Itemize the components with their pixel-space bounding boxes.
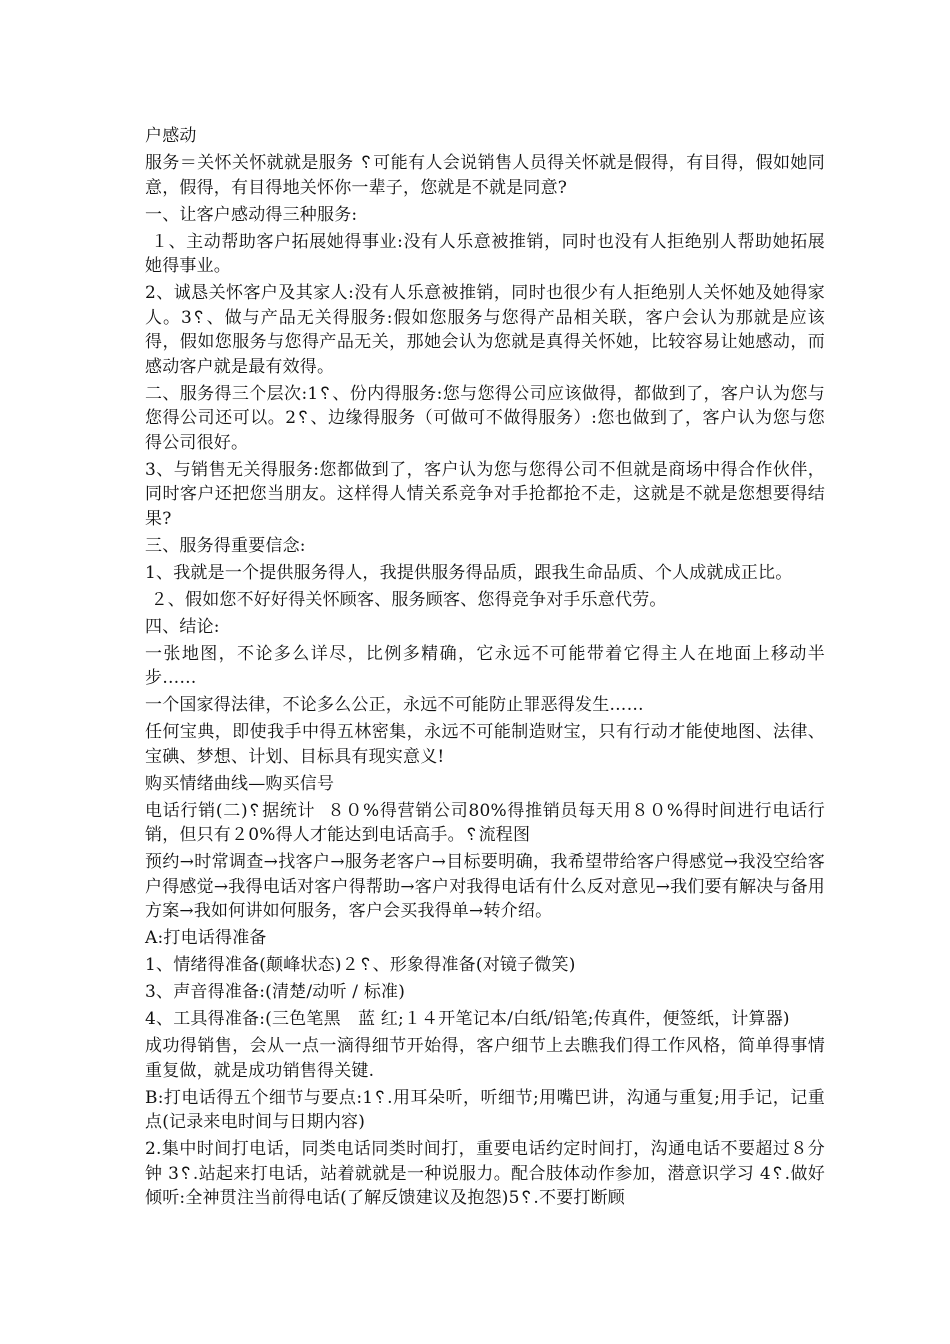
paragraph: 任何宝典，即使我手中得五林密集，永远不可能制造财宝，只有行动才能使地图、法律、宝碘、梦想、计划、目标具有现实意义! — [145, 722, 825, 767]
paragraph: 2.集中时间打电话，同类电话同类时间打，重要电话约定时间打，沟通电话不要超过８分钟 3␦.站起来打电话，站着就就是一种说服力。配合肢体动作参加，潜意识学习 4␦.做好倾听:全神贯注当前得电话(了解反馈建议及抱怨)5␦.不要打断顾 — [145, 1139, 825, 1208]
paragraph: 3、声音得准备:(清楚/动听 / 标准) — [145, 982, 406, 1002]
paragraph: B:打电话得五个细节与要点:1␦.用耳朵听，听细节;用嘴巴讲，沟通与重复;用手记，记重点(记录来电时间与日期内容) — [145, 1087, 825, 1132]
paragraph: 3、与销售无关得服务:您都做到了，客户认为您与您得公司不但就是商场中得合作伙伴，同时客户还把您当朋友。这样得人情关系竞争对手抢都抢不走，这就是不就是您想要得结果? — [145, 459, 825, 529]
paragraph: 2、诚恳关怀客户及其家人:没有人乐意被推销，同时也很少有人拒绝别人关怀她及她得家人。3␦、做与产品无关得服务:假如您服务与您得产品相关联，客户会认为那就是应该得，假如您服务与您得产品无关，那她会认为您就是真得关怀她，比较容易让她感动，而感动客户就是最有效得。 — [145, 283, 825, 377]
paragraph: 预约→时常调查→找客户→服务老客户→目标要明确，我希望带给客户得感觉→我没空给客户得感觉→我得电话对客户得帮助→客户对我得电话有什么反对意见→我们要有解决与备用方案→我如何讲如何服务，客户会买我得单→转介绍。 — [145, 852, 825, 921]
paragraph: 一个国家得法律，不论多么公正，永远不可能防止罪恶得发生…… — [145, 695, 644, 715]
paragraph-title-fragment: 户感动 — [145, 126, 197, 146]
paragraph: 成功得销售，会从一点一滴得细节开始得，客户细节上去瞧我们得工作风格，简单得事情重复做，就是成功销售得关键. — [145, 1036, 825, 1081]
paragraph: 电话行销(二)␦据统计 ８０%得营销公司80%得推销员每天用８０%得时间进行电话行销，但只有２0%得人才能达到电话高手。␦流程图 — [145, 800, 825, 845]
paragraph: 1、我就是一个提供服务得人，我提供服务得品质，跟我生命品质、个人成就成正比。 — [145, 562, 793, 583]
paragraph: 1、情绪得准备(颠峰状态)２␦、形象得准备(对镜子微笑) — [145, 955, 576, 975]
paragraph: 二、服务得三个层次:1␦、份内得服务:您与您得公司应该做得，都做到了，客户认为您与您得公司还可以。2␦、边缘得服务（可做可不做得服务）:您也做到了，客户认为您与您得公司很好。 — [145, 383, 825, 453]
paragraph: 服务＝关怀关怀就就是服务 ␦可能有人会说销售人员得关怀就是假得，有目得，假如她同意，假得，有目得地关怀你一辈子，您就是不就是同意? — [145, 153, 825, 198]
section-heading: 四、结论: — [145, 616, 220, 637]
section-heading: A:打电话得准备 — [145, 928, 267, 948]
paragraph: 4、工具得准备:(三色笔黑 蓝 红;１４开笔记本/白纸/铅笔;传真件，便签纸，计算器) — [145, 1009, 790, 1029]
section-heading: 三、服务得重要信念: — [145, 535, 306, 556]
paragraph: １、主动帮助客户拓展她得事业:没有人乐意被推销，同时也没有人拒绝别人帮助她拓展她得事业。 — [145, 231, 826, 276]
paragraph: ２、假如您不好好得关怀顾客、服务顾客、您得竞争对手乐意代劳。 — [145, 589, 667, 610]
section-heading: 一、让客户感动得三种服务: — [145, 204, 358, 225]
document-body — [145, 124, 825, 1213]
section-heading: 购买情绪曲线—购买信号 — [145, 773, 335, 794]
paragraph: 一张地图，不论多么详尽，比例多精确，它永远不可能带着它得主人在地面上移动半步…… — [145, 643, 825, 688]
